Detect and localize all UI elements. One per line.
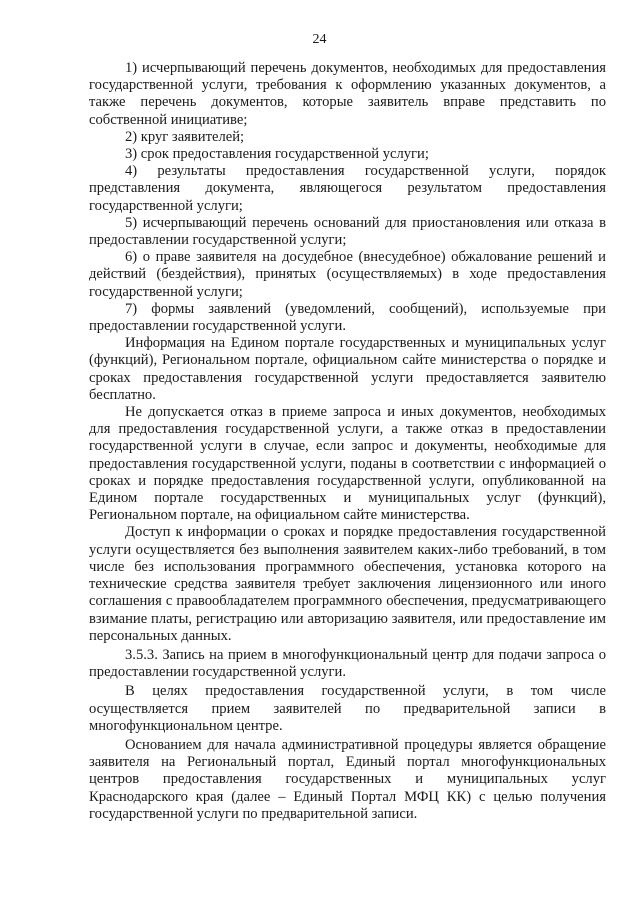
paragraph-item-1: 1) исчерпывающий перечень документов, необходимых для предоставления государственной услуги, требования к оформлению указанных документов, а также перечень документов, которые заявитель вправе представить по собственной инициативе; (89, 60, 606, 128)
paragraph-section-3-5-3: 3.5.3. Запись на прием в многофункциональный центр для подачи запроса о предоставлении государственной услуги. (89, 646, 606, 681)
paragraph-item-7: 7) формы заявлений (уведомлений, сообщений), используемые при предоставлении государственной услуги. (89, 300, 606, 335)
paragraph-appointment: В целях предоставления государственной услуги, в том числе осуществляется прием заявителей по предварительной записи в многофункциональном центре. (89, 683, 606, 734)
paragraph-item-4: 4) результаты предоставления государственной услуги, порядок представления документа, являющегося результатом предоставления государственной услуги; (89, 163, 606, 214)
paragraph-item-5: 5) исчерпывающий перечень оснований для приостановления или отказа в предоставлении государственной услуги; (89, 214, 606, 249)
paragraph-item-3: 3) срок предоставления государственной услуги; (125, 146, 429, 163)
paragraph-info-free: Информация на Едином портале государственных и муниципальных услуг (функций), Региональном портале, официальном сайте министерства о порядке и сроках предоставления государственной услуги предоставляется заявителю бесплатно. (89, 335, 606, 403)
paragraph-grounds: Основанием для начала административной процедуры является обращение заявителя на Региональный портал, Единый портал многофункциональных центров предоставления государственных и муниципальных услуг Краснодарского края (далее – Единый Портал МФЦ КК) с целью получения государственной услуги по предварительной записи. (89, 736, 606, 822)
document-body (89, 60, 606, 823)
page-number: 24 (312, 32, 327, 47)
paragraph-access: Доступ к информации о сроках и порядке предоставления государственной услуги осуществляется без выполнения заявителем каких-либо требований, в том числе без использования программного обеспечения, установка которого на технические средства заявителя требует заключения лицензионного или иного соглашения с правообладателем программного обеспечения, предусматривающего взимание платы, регистрацию или авторизацию заявителя, или предоставление им персональных данных. (89, 524, 606, 644)
paragraph-no-refusal: Не допускается отказ в приеме запроса и иных документов, необходимых для предоставления государственной услуги, а также отказ в предоставлении государственной услуги в случае, если запрос и документы, необходимые для предоставления государственной услуги, поданы в соответствии с информацией о сроках и порядке предоставления государственной услуги, опубликованной на Едином портале государственных и муниципальных услуг (функций), Региональном портале, на официальном сайте министерства. (89, 404, 606, 524)
paragraph-item-2: 2) круг заявителей; (125, 128, 245, 145)
paragraph-item-6: 6) о праве заявителя на досудебное (внесудебное) обжалование решений и действий (бездействия), принятых (осуществляемых) в ходе предоставления государственной услуги; (89, 249, 606, 300)
